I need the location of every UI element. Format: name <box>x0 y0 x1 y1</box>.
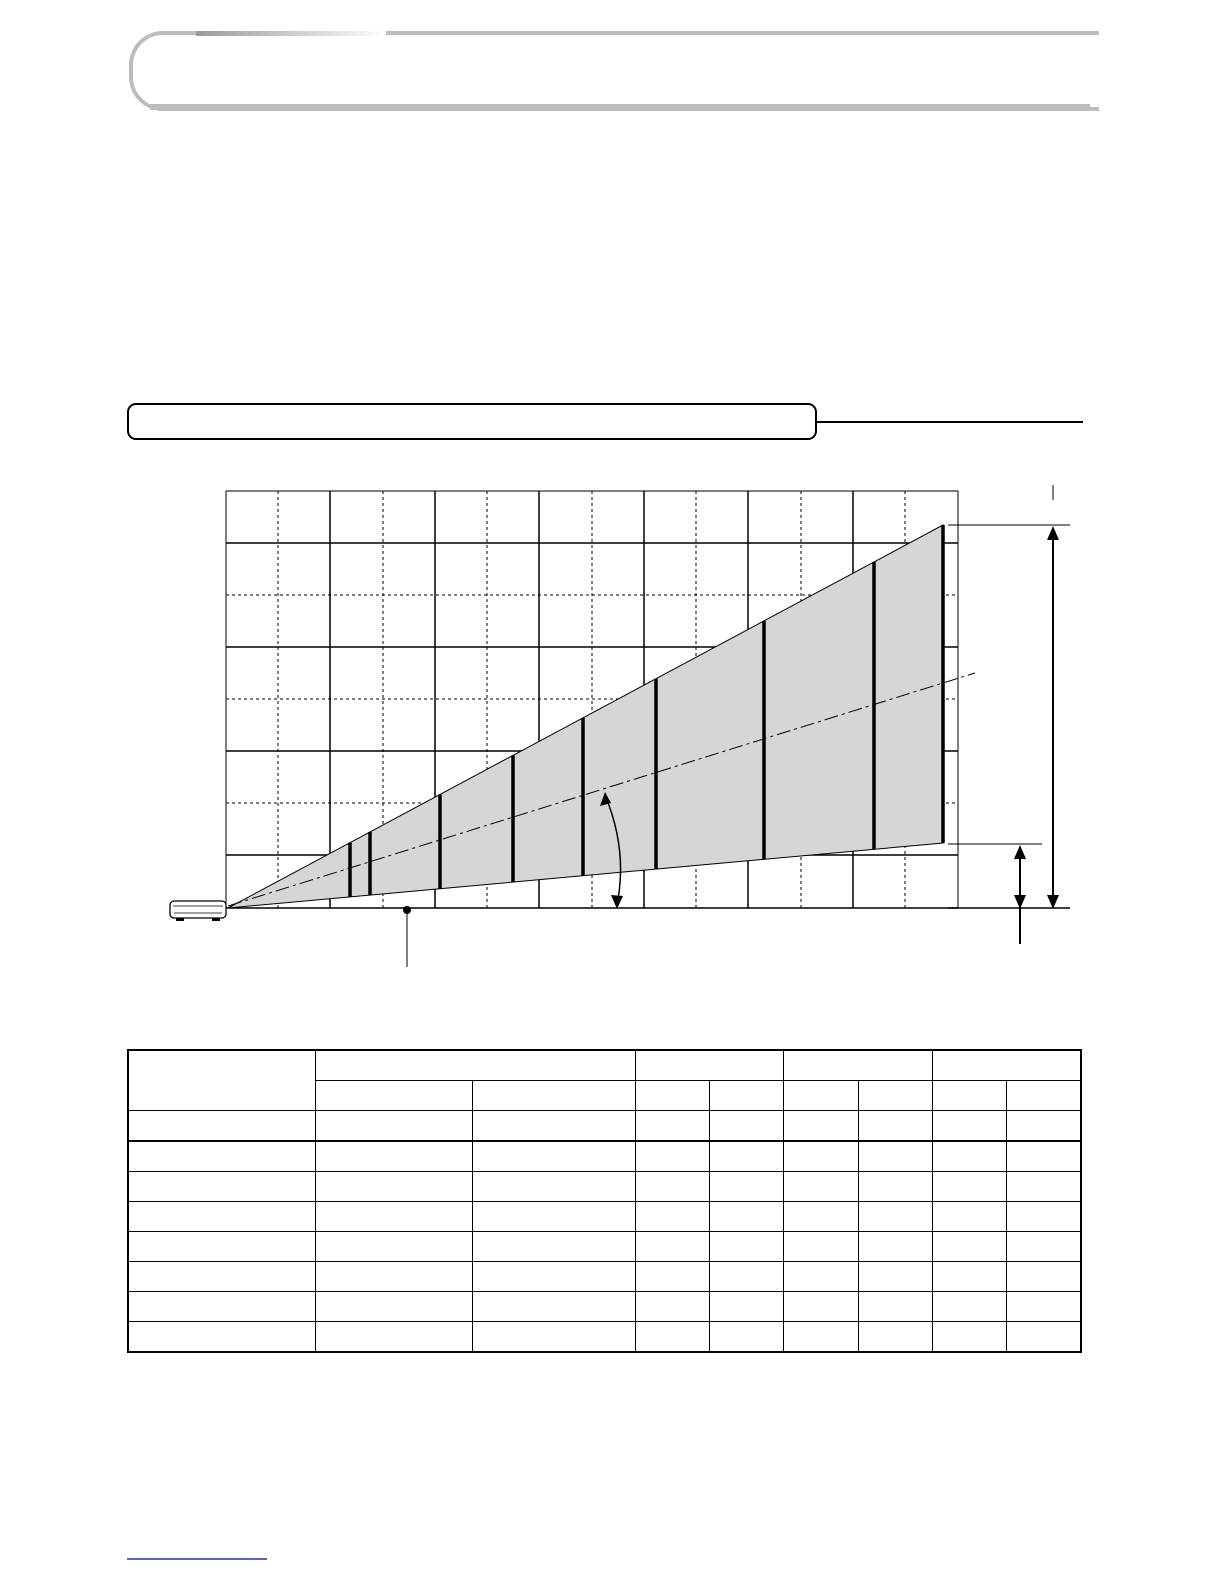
image-height-arrow-top <box>1047 526 1059 540</box>
subheader-b1 <box>784 1081 859 1111</box>
table-cell <box>315 1322 472 1353</box>
table-cell <box>710 1111 784 1142</box>
table-cell <box>315 1141 472 1172</box>
table-cell <box>636 1141 710 1172</box>
table-cell <box>933 1232 1007 1262</box>
table-row <box>128 1111 1081 1142</box>
projector-icon <box>170 901 226 921</box>
table-cell <box>472 1262 635 1292</box>
table-cell <box>710 1262 784 1292</box>
subheader-a1 <box>636 1081 710 1111</box>
table-cell <box>1007 1292 1081 1322</box>
table-cell <box>128 1172 315 1202</box>
table-cell <box>128 1141 315 1172</box>
table-cell <box>1007 1172 1081 1202</box>
table-cell <box>636 1292 710 1322</box>
table-cell <box>472 1202 635 1232</box>
table-row <box>128 1292 1081 1322</box>
table-cell <box>933 1262 1007 1292</box>
footer-link-rule <box>127 1558 267 1560</box>
table-cell <box>128 1292 315 1322</box>
table-cell <box>859 1322 933 1353</box>
header-projection-distance <box>315 1050 635 1081</box>
table-cell <box>859 1141 933 1172</box>
table-cell <box>636 1172 710 1202</box>
table-cell <box>128 1232 315 1262</box>
table-cell <box>636 1111 710 1142</box>
table-row <box>128 1262 1081 1292</box>
header-group-a <box>636 1050 784 1081</box>
offset-arrow-bottom <box>1014 895 1026 909</box>
table-cell <box>315 1262 472 1292</box>
table-cell <box>472 1172 635 1202</box>
table-cell <box>315 1202 472 1232</box>
subheader-b2 <box>859 1081 933 1111</box>
table-cell <box>859 1111 933 1142</box>
table-cell <box>784 1172 859 1202</box>
table-cell <box>472 1232 635 1262</box>
table-cell <box>933 1292 1007 1322</box>
table-cell <box>128 1111 315 1142</box>
table-cell <box>1007 1141 1081 1172</box>
subheader-a2 <box>710 1081 784 1111</box>
table-cell <box>784 1292 859 1322</box>
subheader-min <box>315 1081 472 1111</box>
table-cell <box>859 1292 933 1322</box>
table-cell <box>784 1111 859 1142</box>
table-cell <box>859 1262 933 1292</box>
table-cell <box>128 1322 315 1353</box>
subheader-c2 <box>1007 1081 1081 1111</box>
table-cell <box>710 1141 784 1172</box>
table-cell <box>784 1232 859 1262</box>
table-cell <box>1007 1111 1081 1142</box>
table-cell <box>784 1202 859 1232</box>
table-cell <box>710 1232 784 1262</box>
table-cell <box>710 1202 784 1232</box>
table-cell <box>784 1322 859 1353</box>
table-cell <box>710 1322 784 1353</box>
table-cell <box>472 1322 635 1353</box>
table-cell <box>1007 1202 1081 1232</box>
table-cell <box>315 1292 472 1322</box>
table-cell <box>784 1262 859 1292</box>
table-row <box>128 1172 1081 1202</box>
table-cell <box>128 1202 315 1232</box>
table-row <box>128 1232 1081 1262</box>
table-cell <box>1007 1262 1081 1292</box>
table-cell <box>472 1111 635 1142</box>
image-height-arrow-bottom <box>1047 895 1059 909</box>
angle-arrow-bottom <box>611 895 623 909</box>
table-cell <box>1007 1322 1081 1353</box>
table-cell <box>128 1262 315 1292</box>
table-cell <box>472 1292 635 1322</box>
table-row <box>128 1202 1081 1232</box>
header-screen-size <box>128 1050 315 1111</box>
offset-arrow-top <box>1014 845 1026 859</box>
table-cell <box>636 1262 710 1292</box>
table-cell <box>933 1111 1007 1142</box>
table-cell <box>784 1141 859 1172</box>
table-cell <box>636 1232 710 1262</box>
table-row <box>128 1141 1081 1172</box>
projection-distance-table <box>127 1049 1082 1353</box>
table-cell <box>933 1172 1007 1202</box>
table-cell <box>472 1141 635 1172</box>
table-cell <box>859 1172 933 1202</box>
header-group-b <box>784 1050 933 1081</box>
table-cell <box>933 1141 1007 1172</box>
table-row <box>128 1322 1081 1353</box>
table-cell <box>933 1322 1007 1353</box>
table-cell <box>315 1172 472 1202</box>
table-cell <box>315 1232 472 1262</box>
table-cell <box>1007 1232 1081 1262</box>
table-cell <box>859 1232 933 1262</box>
subheader-max <box>472 1081 635 1111</box>
table-cell <box>933 1202 1007 1232</box>
table-cell <box>636 1202 710 1232</box>
table-cell <box>710 1292 784 1322</box>
table-cell <box>859 1202 933 1232</box>
table-cell <box>710 1172 784 1202</box>
table-cell <box>636 1322 710 1353</box>
subheader-c1 <box>933 1081 1007 1111</box>
table-cell <box>315 1111 472 1142</box>
header-group-c <box>933 1050 1081 1081</box>
